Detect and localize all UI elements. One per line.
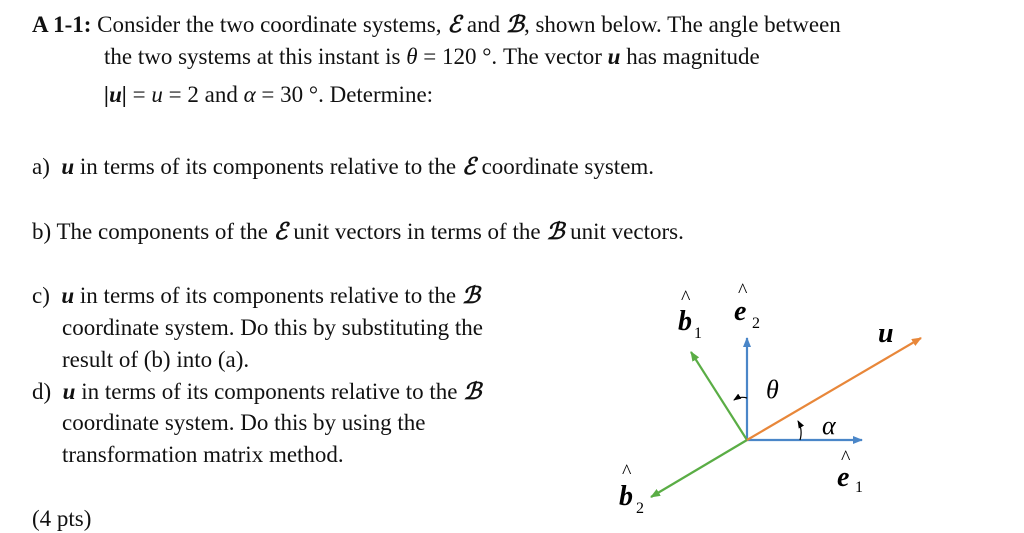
- intro-text: Consider the two coordinate systems,: [91, 12, 448, 37]
- b1-hat: ^: [681, 287, 691, 309]
- problem-intro-line-2: [104, 43, 760, 71]
- part-c-u: u: [61, 283, 75, 308]
- b1-subscript: 1: [694, 325, 702, 342]
- part-a-label: a): [32, 154, 50, 179]
- system-e-symbol: ℰ: [447, 11, 462, 38]
- problem-intro-line-1: [32, 11, 841, 39]
- intro-line2-mid: The vector: [497, 44, 608, 69]
- u-value: = 2 and: [162, 82, 244, 107]
- problem-label: A 1-1:: [32, 12, 92, 37]
- part-c-system: ℬ: [461, 282, 480, 309]
- intro-tail: , shown below. The angle between: [523, 12, 841, 37]
- part-d-label: d): [32, 379, 52, 404]
- u-symbol: u: [607, 44, 621, 69]
- part-d-line-2: coordinate system. Do this by using the: [62, 410, 426, 435]
- b2-axis-arrow: [651, 440, 747, 497]
- part-c-line-3: result of (b) into (a).: [62, 347, 250, 372]
- e2-subscript: 2: [752, 315, 760, 332]
- part-a-u: u: [61, 154, 75, 179]
- part-b-label: b): [32, 219, 52, 244]
- part-d-line-1: [32, 378, 481, 406]
- coordinate-diagram: [590, 280, 1010, 530]
- e1-subscript: 1: [855, 479, 863, 496]
- e2-label: [734, 280, 760, 332]
- alpha-angle-arc: [798, 421, 801, 440]
- b2-subscript: 2: [636, 500, 644, 517]
- part-c-line-1: [32, 282, 480, 310]
- part-b-text3: unit vectors.: [564, 219, 684, 244]
- intro-line2-tail: has magnitude: [620, 44, 760, 69]
- alpha-value: = 30 °.: [255, 82, 324, 107]
- part-c-line1: in terms of its components relative to the: [74, 283, 462, 308]
- theta-value: = 120 °.: [417, 44, 498, 69]
- part-b-text1: The components of the: [51, 219, 274, 244]
- b2-hat: ^: [622, 461, 632, 483]
- part-b-system-e: ℰ: [273, 218, 288, 245]
- part-d-system: ℬ: [463, 378, 482, 405]
- e1-label: [837, 447, 863, 496]
- part-a-tail: coordinate system.: [475, 154, 655, 179]
- part-b-system-b: ℬ: [546, 218, 565, 245]
- part-d-u: u: [62, 379, 76, 404]
- part-c-line-2: coordinate system. Do this by substituting the: [62, 315, 483, 340]
- b2-label: [619, 461, 644, 517]
- part-a-text: in terms of its components relative to the: [74, 154, 462, 179]
- part-a-system: ℰ: [461, 153, 476, 180]
- theta-label: θ: [766, 375, 779, 404]
- alpha-label: α: [822, 411, 836, 440]
- e2-base: e: [734, 296, 747, 327]
- b2-base: b: [619, 481, 633, 512]
- part-d-line1: in terms of its components relative to the: [75, 379, 464, 404]
- part-b-text2: unit vectors in terms of the: [287, 219, 547, 244]
- equals-sign: =: [126, 82, 152, 107]
- part-d-line-3: transformation matrix method.: [62, 442, 344, 467]
- b1-label: [678, 287, 702, 342]
- u-scalar: u: [151, 82, 163, 107]
- part-b: [32, 218, 684, 246]
- e1-base: e: [837, 462, 850, 493]
- determine-text: Determine:: [323, 82, 434, 107]
- problem-intro-line-3: [104, 81, 433, 109]
- u-label: u: [878, 318, 894, 349]
- b1-base: b: [678, 306, 692, 337]
- system-b-symbol: ℬ: [505, 11, 524, 38]
- b1-axis-arrow: [691, 352, 747, 440]
- theta-symbol: θ: [406, 44, 418, 69]
- part-a: [32, 153, 654, 181]
- part-c-label: c): [32, 283, 50, 308]
- e2-hat: ^: [738, 280, 748, 302]
- intro-and: and: [461, 12, 506, 37]
- e1-hat: ^: [841, 447, 851, 469]
- points-label: (4 pts): [32, 506, 92, 531]
- u-magnitude: |u|: [104, 82, 127, 107]
- alpha-symbol: α: [243, 82, 256, 107]
- theta-angle-arc: [734, 397, 747, 400]
- intro-line2-text: the two systems at this instant is: [104, 44, 407, 69]
